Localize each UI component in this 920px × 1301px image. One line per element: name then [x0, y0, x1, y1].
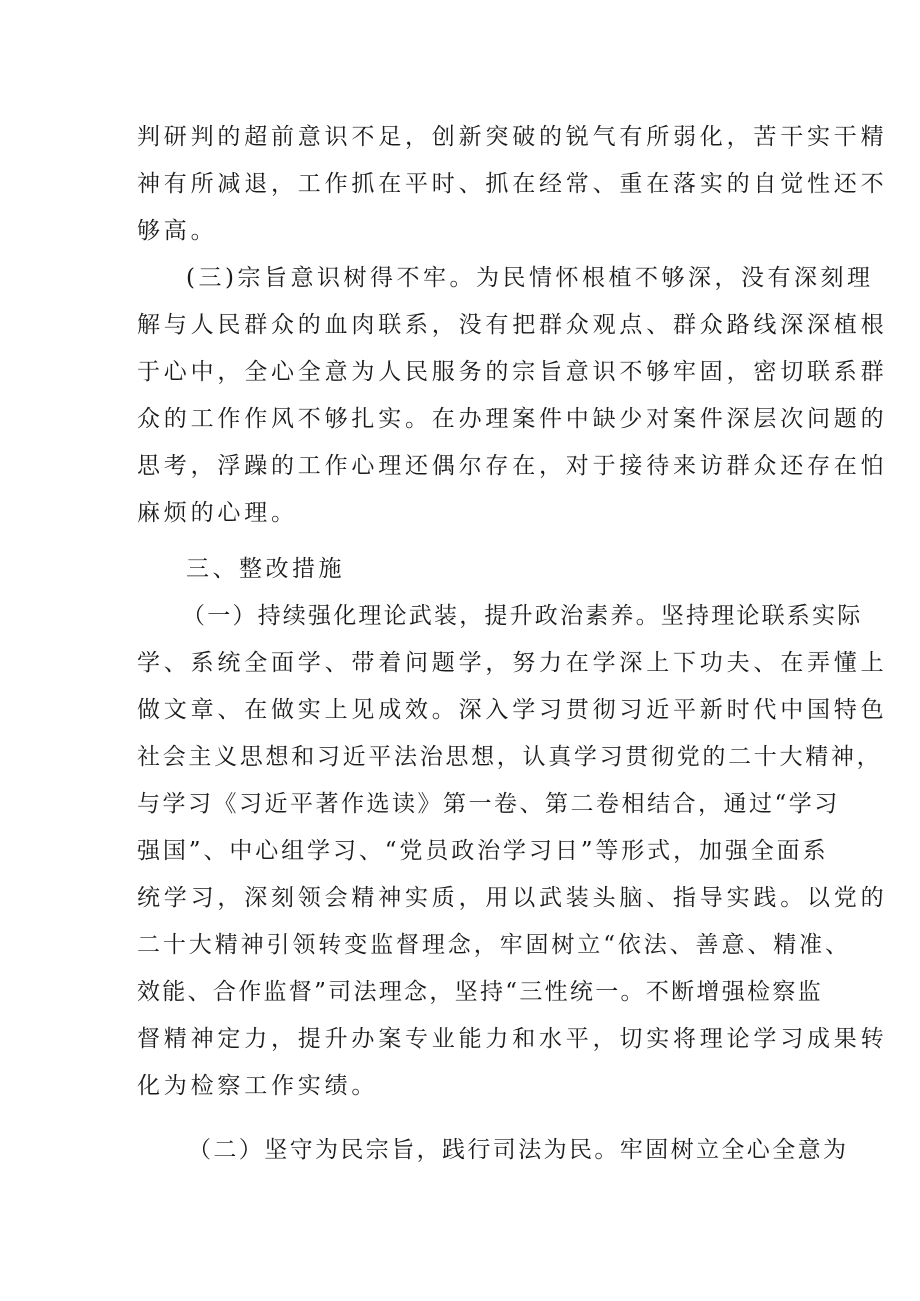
text-line-16: 强国”、中心组学习、“党员政治学习日”等形式，加强全面系 [137, 838, 829, 864]
text-line-11: （一）持续强化理论武装，提升政治素养。坚持理论联系实际 [182, 603, 863, 629]
text-line-21: 化为检察工作实绩。 [137, 1073, 379, 1099]
text-line-19: 效能、合作监督”司法理念，坚持“三性统一。不断增强检察监 [137, 979, 823, 1005]
text-line-8: 思考，浮躁的工作心理还偶尔存在，对于接待来访群众还存在怕 [137, 453, 888, 479]
text-line-7: 众的工作作风不够扎实。在办理案件中缺少对案件深层次问题的 [137, 406, 888, 432]
text-line-6: 于心中，全心全意为人民服务的宗旨意识不够牢固，密切联系群 [137, 359, 888, 385]
text-line-20: 督精神定力，提升办案专业能力和水平，切实将理论学习成果转 [137, 1026, 888, 1052]
text-line-14: 社会主义思想和习近平法治思想，认真学习贯彻党的二十大精神， [137, 744, 883, 770]
text-line-15: 与学习《习近平著作选读》第一卷、第二卷相结合，通过“学习 [137, 791, 840, 817]
text-line-12: 学、系统全面学、带着问题学，努力在学深上下功夫、在弄懂上 [137, 650, 888, 676]
text-line-9: 麻烦的心理。 [137, 500, 298, 526]
section-heading: 三、整改措施 [186, 556, 345, 582]
text-line-5: 解与人民群众的血肉联系，没有把群众观点、群众路线深深植根 [137, 312, 888, 338]
text-line-4: (三)宗旨意识树得不牢。为民情怀根植不够深，没有深刻理 [186, 265, 874, 291]
text-line-3: 够高。 [137, 218, 218, 244]
text-line-17: 统学习，深刻领会精神实质，用以武装头脑、指导实践。以党的 [137, 885, 888, 911]
text-line-1: 判研判的超前意识不足，创新突破的锐气有所弱化，苦干实干精 [137, 124, 888, 150]
text-line-22: （二）坚守为民宗旨，践行司法为民。牢固树立全心全意为 [188, 1137, 849, 1163]
text-line-18: 二十大精神引领转变监督理念，牢固树立“依法、善意、精准、 [137, 932, 851, 958]
text-line-2: 神有所减退，工作抓在平时、抓在经常、重在落实的自觉性还不 [137, 171, 888, 197]
text-line-13: 做文章、在做实上见成效。深入学习贯彻习近平新时代中国特色 [137, 697, 888, 723]
